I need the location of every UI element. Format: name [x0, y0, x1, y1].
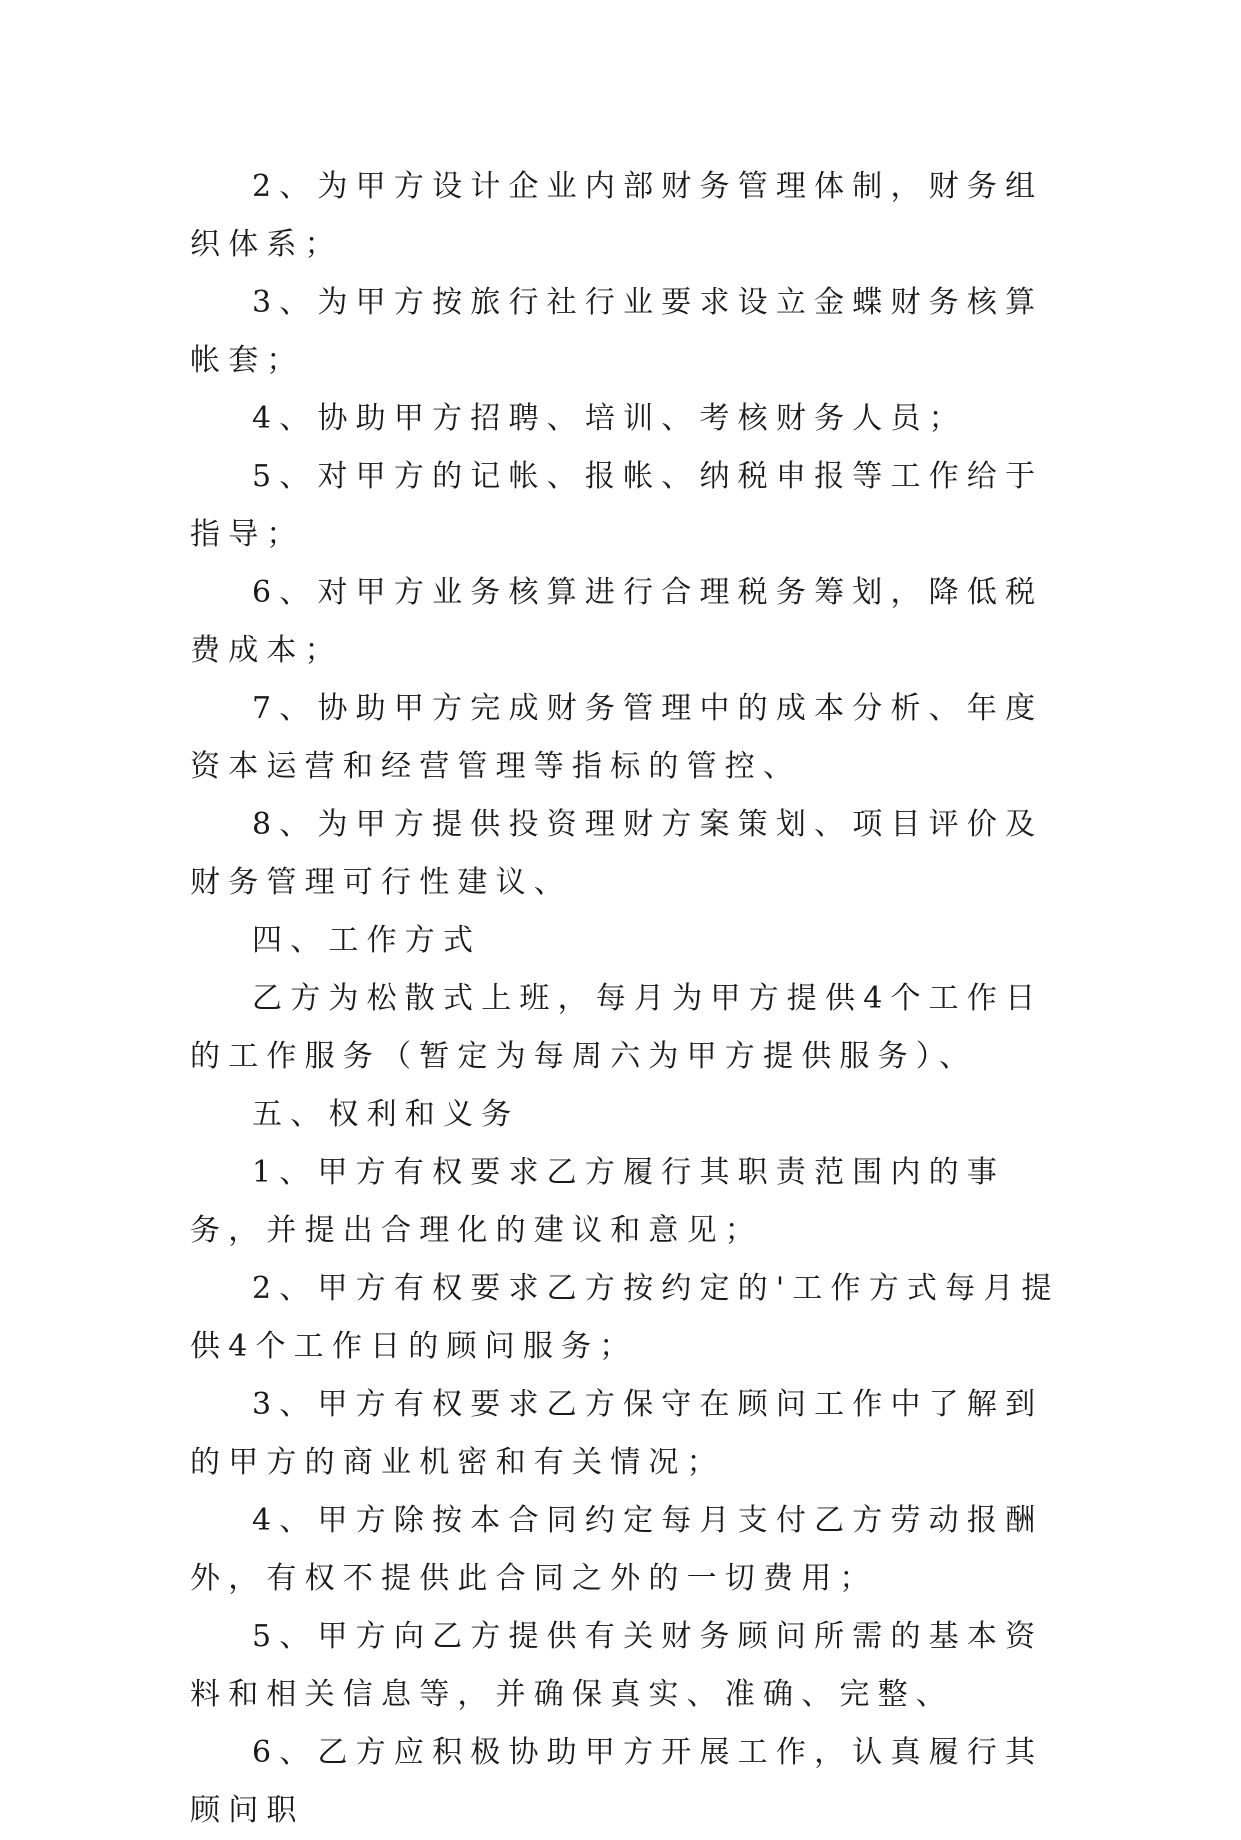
- document-body: [190, 158, 1070, 1840]
- clause-7-cost-analysis: 7、协助甲方完成财务管理中的成本分析、年度资本运营和经营管理等指标的管控、: [190, 691, 1044, 784]
- rights-clause-5: 5、甲方向乙方提供有关财务顾问所需的基本资料和相关信息等，并确保真实、准确、完整、: [190, 1619, 1044, 1712]
- rights-clause-4: 4、甲方除按本合同约定每月支付乙方劳动报酬外，有权不提供此合同之外的一切费用；: [190, 1503, 1044, 1596]
- rights-clause-3: 3、甲方有权要求乙方保守在顾问工作中了解到的甲方的商业机密和有关情况；: [190, 1387, 1044, 1480]
- section-heading-rights-obligations: 五、权利和义务: [252, 1097, 520, 1132]
- clause-6-tax-planning: 6、对甲方业务核算进行合理税务筹划，降低税费成本；: [190, 575, 1044, 668]
- clause-4-recruit-staff: 4、协助甲方招聘、培训、考核财务人员；: [252, 401, 967, 436]
- clause-5-bookkeeping-guidance: 5、对甲方的记帐、报帐、纳税申报等工作给于指导；: [190, 459, 1044, 552]
- work-method-paragraph: 乙方为松散式上班，每月为甲方提供4个工作日的工作服务（暂定为每周六为甲方提供服务）、: [190, 981, 1044, 1074]
- clause-2-design-finance-system: 2、为甲方设计企业内部财务管理体制，财务组织体系；: [190, 169, 1044, 262]
- section-heading-work-method: 四、工作方式: [252, 923, 482, 958]
- rights-clause-1: 1、甲方有权要求乙方履行其职责范围内的事务，并提出合理化的建议和意见；: [190, 1155, 1006, 1248]
- rights-clause-6: 6、乙方应积极协助甲方开展工作，认真履行其顾问职: [190, 1735, 1044, 1828]
- clause-3-accounting-books: 3、为甲方按旅行社行业要求设立金蝶财务核算帐套；: [190, 285, 1044, 378]
- rights-clause-2: 2、甲方有权要求乙方按约定的'工作方式每月提供4个工作日的顾问服务；: [190, 1271, 1060, 1364]
- clause-8-investment-advice: 8、为甲方提供投资理财方案策划、项目评价及财务管理可行性建议、: [190, 807, 1044, 900]
